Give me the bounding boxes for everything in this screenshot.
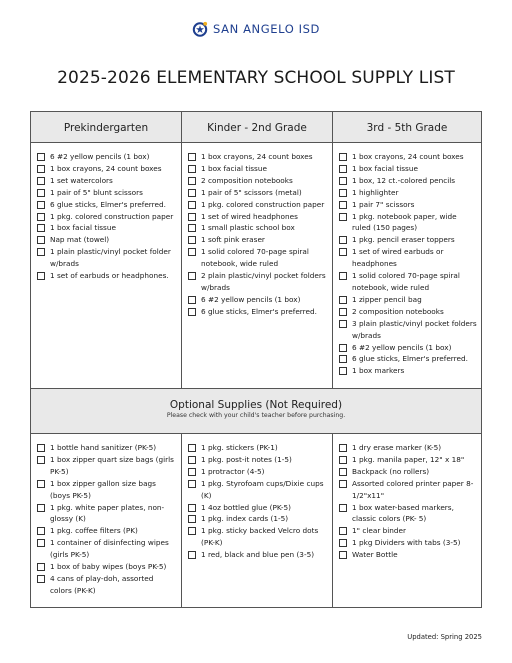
supply-item-label: 1 pkg. index cards (1-5) (201, 514, 289, 524)
checkbox-icon[interactable] (339, 189, 347, 197)
supply-item-label: 1 box crayons, 24 count boxes (201, 152, 313, 161)
supply-item (37, 234, 177, 246)
supply-item (339, 342, 477, 354)
supply-item-label: 1 box markers (352, 366, 405, 376)
supply-item-label: 1 pkg. notebook paper, wide ruled (150 pages) (352, 211, 457, 233)
supply-item-label: 1 plain plastic/vinyl pocket folder w/brads (50, 247, 171, 269)
checkbox-icon[interactable] (37, 236, 45, 244)
supply-item (37, 573, 177, 597)
supply-item-label: 1 box facial tissue (352, 163, 418, 173)
supply-item-label: 1 box crayons, 24 count boxes (50, 163, 162, 173)
supply-item-label: 4 cans of play-doh, assorted colors (PK-K) (50, 573, 154, 595)
supply-item-label: 2 plain plastic/vinyl pocket folders w/brads (201, 271, 326, 292)
supply-item-label: 6 #2 yellow pencils (1 box) (201, 294, 301, 304)
supply-item (339, 234, 477, 246)
supply-item (188, 175, 328, 187)
supply-item (339, 478, 477, 502)
supply-item-label: 1 dry erase marker (K-5) (352, 443, 442, 452)
supply-item-label: 1 pkg. stickers (PK-1) (201, 443, 278, 452)
optional-title: Optional Supplies (Not Required) (169, 399, 343, 411)
supply-item (188, 270, 328, 294)
checkbox-icon[interactable] (339, 504, 347, 512)
supply-item-label: 1 pkg. pencil eraser toppers (352, 235, 455, 245)
supply-item (37, 175, 177, 187)
supply-item (339, 187, 477, 199)
supply-item-label: 1" clear binder (352, 526, 407, 536)
header (0, 18, 512, 40)
supply-item-label: 1 pair of 5" scissors (metal) (201, 187, 302, 197)
supply-item (188, 454, 328, 466)
checkbox-icon[interactable] (339, 355, 347, 363)
checkbox-icon[interactable] (188, 527, 196, 535)
supply-item-label: 1 highlighter (352, 187, 399, 197)
supply-item-label: 1 set of wired headphones (201, 211, 298, 221)
optional-supplies (31, 434, 481, 607)
checkbox-icon[interactable] (339, 248, 347, 256)
supply-item-label: 6 #2 yellow pencils (1 box) (352, 342, 452, 352)
checkbox-icon[interactable] (339, 177, 347, 185)
checkbox-icon[interactable] (188, 551, 196, 559)
checkbox-icon[interactable] (188, 480, 196, 488)
supply-item (339, 246, 477, 270)
supply-item-label: 1 box, 12 ct.-colored pencils (352, 175, 456, 185)
supply-item (339, 211, 477, 235)
checkbox-icon[interactable] (37, 527, 45, 535)
checkbox-icon[interactable] (339, 527, 347, 535)
supply-item (339, 502, 477, 526)
checkbox-icon[interactable] (339, 480, 347, 488)
supply-item (339, 151, 477, 163)
supply-item (339, 353, 477, 365)
checkbox-icon[interactable] (339, 456, 347, 464)
supply-item (37, 525, 177, 537)
checkbox-icon[interactable] (339, 272, 347, 280)
checkbox-icon[interactable] (37, 444, 45, 452)
supply-item-label: 1 set of earbuds or headphones. (50, 271, 169, 281)
supply-item-label: 1 box facial tissue (50, 223, 116, 233)
supply-item-label: 3 plain plastic/vinyl pocket folders w/brads (352, 318, 477, 340)
checkbox-icon[interactable] (339, 296, 347, 304)
checkbox-icon[interactable] (188, 515, 196, 523)
supply-item (37, 151, 177, 163)
checkbox-icon[interactable] (188, 189, 196, 197)
checkbox-icon[interactable] (339, 308, 347, 316)
supply-item (339, 466, 477, 478)
checkbox-icon[interactable] (339, 320, 347, 328)
updated-note: Updated: Spring 2025 (407, 633, 482, 641)
checkbox-icon[interactable] (37, 189, 45, 197)
checkbox-icon[interactable] (37, 224, 45, 232)
supply-item (339, 199, 477, 211)
supply-item-label: 2 composition notebooks (352, 306, 444, 316)
supply-item (37, 442, 177, 454)
checkbox-icon[interactable] (188, 153, 196, 161)
supply-item (37, 187, 177, 199)
checkbox-icon[interactable] (339, 444, 347, 452)
checkbox-icon[interactable] (339, 551, 347, 559)
supply-item-label: Backpack (no rollers) (352, 466, 430, 476)
supply-item (188, 234, 328, 246)
checkbox-icon[interactable] (188, 165, 196, 173)
supply-item (188, 525, 328, 549)
supply-item (37, 537, 177, 561)
supply-item (188, 306, 328, 318)
supply-item (37, 222, 177, 234)
checkbox-icon[interactable] (339, 153, 347, 161)
supply-item (188, 549, 328, 561)
supply-item (188, 246, 328, 270)
checkbox-icon[interactable] (188, 224, 196, 232)
required-supplies (31, 143, 481, 389)
supply-item-label: 1 pkg Dividers with tabs (3-5) (352, 538, 461, 548)
checkbox-icon[interactable] (188, 213, 196, 221)
supply-item (37, 199, 177, 211)
supply-item-label: 1 pair of 5" blunt scissors (50, 187, 143, 197)
checkbox-icon[interactable] (37, 213, 45, 221)
checkbox-icon[interactable] (37, 201, 45, 209)
supply-item (37, 163, 177, 175)
optional-header (31, 389, 481, 434)
supply-item-label: 1 pkg. manila paper, 12" x 18" (352, 454, 465, 464)
supply-item-label: 1 small plastic school box (201, 223, 295, 233)
supply-item (339, 442, 477, 454)
supply-item-label: 1 set watercolors (50, 175, 113, 185)
supply-item-label: 1 pkg. coffee filters (PK) (50, 526, 138, 536)
column-heading-prek: Prekindergarten (63, 121, 149, 134)
supply-item-label: 2 composition notebooks (201, 175, 293, 185)
supply-item (339, 294, 477, 306)
supply-item-label: 1 solid colored 70-page spiral notebook, wide ruled (201, 247, 309, 269)
supply-item (37, 502, 177, 526)
supply-item (37, 246, 177, 270)
checkbox-icon[interactable] (37, 575, 45, 583)
checkbox-icon[interactable] (188, 177, 196, 185)
supply-item-label: 1 pair 7" scissors (352, 199, 415, 209)
supply-item-label: 1 4oz bottled glue (PK-5) (201, 502, 291, 512)
checkbox-icon[interactable] (188, 201, 196, 209)
brand-name: SAN ANGELO ISD (213, 22, 320, 36)
supply-item-label: Nap mat (towel) (50, 235, 110, 245)
supply-item-label: 6 glue sticks, Elmer's preferred. (50, 199, 166, 209)
checkbox-icon[interactable] (339, 539, 347, 547)
supply-item-label: 1 pkg. post-it notes (1-5) (201, 454, 292, 464)
supply-item-label: 1 soft pink eraser (201, 235, 265, 245)
supply-item (188, 222, 328, 234)
supply-item (188, 187, 328, 199)
checkbox-icon[interactable] (188, 468, 196, 476)
checkbox-icon[interactable] (339, 367, 347, 375)
supply-item (339, 525, 477, 537)
optional-column-2 (181, 434, 332, 607)
checkbox-icon[interactable] (188, 308, 196, 316)
page-title: 2025-2026 ELEMENTARY SCHOOL SUPPLY LIST (57, 68, 455, 88)
supply-item-label: 1 zipper pencil bag (352, 294, 422, 304)
checkbox-icon[interactable] (339, 165, 347, 173)
optional-column-1 (31, 434, 181, 607)
supply-item (37, 478, 177, 502)
supply-item (37, 270, 177, 282)
required-column-prek (31, 143, 181, 388)
supply-item (339, 175, 477, 187)
supply-item (37, 454, 177, 478)
supply-item (188, 151, 328, 163)
checkbox-icon[interactable] (37, 456, 45, 464)
supply-item (339, 365, 477, 377)
checkbox-icon[interactable] (339, 236, 347, 244)
optional-subtitle: Please check with your child's teacher before purchasing. (166, 412, 346, 419)
required-column-k2 (181, 143, 332, 388)
column-heading-35: 3rd - 5th Grade (332, 112, 481, 143)
checkbox-icon[interactable] (37, 153, 45, 161)
checkbox-icon[interactable] (188, 444, 196, 452)
required-column-35 (332, 143, 481, 388)
supply-item-label: 1 bottle hand sanitizer (PK-5) (50, 443, 157, 452)
checkbox-icon[interactable] (188, 272, 196, 280)
supply-item-label: Water Bottle (352, 550, 398, 560)
supply-item-label: 1 pkg. colored construction paper (50, 211, 174, 221)
supply-item (188, 163, 328, 175)
supply-item-label: 1 box facial tissue (201, 163, 267, 173)
star-ring-icon (192, 21, 208, 37)
supply-item (188, 199, 328, 211)
checkbox-icon[interactable] (339, 201, 347, 209)
checkbox-icon[interactable] (37, 480, 45, 488)
checkbox-icon[interactable] (188, 456, 196, 464)
checkbox-icon[interactable] (37, 177, 45, 185)
checkbox-icon[interactable] (188, 236, 196, 244)
checkbox-icon[interactable] (188, 296, 196, 304)
supply-item-label: 1 box zipper quart size bags (girls PK-5) (50, 454, 174, 476)
supply-item (339, 270, 477, 294)
checkbox-icon[interactable] (37, 248, 45, 256)
checkbox-icon[interactable] (339, 344, 347, 352)
supply-item (339, 318, 477, 342)
supply-item (188, 442, 328, 454)
checkbox-icon[interactable] (37, 539, 45, 547)
supply-item (188, 513, 328, 525)
supply-item-label: 1 pkg. white paper plates, non-glossy (K) (50, 502, 165, 524)
supply-item-label: 6 glue sticks, Elmer's preferred. (201, 306, 317, 316)
checkbox-icon[interactable] (37, 165, 45, 173)
checkbox-icon[interactable] (188, 248, 196, 256)
supply-item (188, 466, 328, 478)
supply-item-label: 6 #2 yellow pencils (1 box) (50, 152, 150, 161)
supply-item-label: 1 box water-based markers, classic colors (PK- 5) (352, 502, 454, 524)
supply-item (339, 454, 477, 466)
supply-item-label: 1 solid colored 70-page spiral notebook, wide ruled (352, 271, 460, 292)
supply-item-label: 1 red, black and blue pen (3-5) (201, 550, 315, 560)
supply-item-label: 1 box zipper gallon size bags (boys PK-5) (50, 478, 156, 500)
supply-item-label: 1 set of wired earbuds or headphones (352, 247, 444, 269)
supply-item (339, 163, 477, 175)
checkbox-icon[interactable] (37, 563, 45, 571)
supply-item-label: Assorted colored printer paper 8-1/2"x11" (352, 478, 474, 500)
checkbox-icon[interactable] (339, 213, 347, 221)
supply-item (339, 549, 477, 561)
supply-item-label: 1 box of baby wipes (boys PK-5) (50, 562, 167, 572)
supply-item-label: 1 pkg. colored construction paper (201, 199, 325, 209)
supply-item (188, 502, 328, 514)
supply-item (37, 211, 177, 223)
supply-item (188, 294, 328, 306)
supply-item-label: 6 glue sticks, Elmer's preferred. (352, 354, 468, 364)
supply-item (339, 306, 477, 318)
supply-item-label: 1 box crayons, 24 count boxes (352, 152, 464, 161)
supply-item (188, 211, 328, 223)
checkbox-icon[interactable] (37, 504, 45, 512)
supply-item-label: 1 protractor (4-5) (201, 466, 265, 476)
supply-item (339, 537, 477, 549)
checkbox-icon[interactable] (188, 504, 196, 512)
supply-item-label: 1 container of disinfecting wipes (girls PK-5) (50, 538, 169, 560)
column-heading-k2: Kinder - 2nd Grade (181, 112, 332, 143)
supply-item-label: 1 pkg. Styrofoam cups/Dixie cups (K) (201, 478, 324, 500)
supply-item (188, 478, 328, 502)
optional-column-3 (332, 434, 481, 607)
supply-table (30, 111, 482, 608)
checkbox-icon[interactable] (37, 272, 45, 280)
supply-item (37, 561, 177, 573)
supply-item-label: 1 pkg. sticky backed Velcro dots (PK-K) (201, 526, 319, 548)
grade-headers (31, 112, 481, 143)
checkbox-icon[interactable] (339, 468, 347, 476)
